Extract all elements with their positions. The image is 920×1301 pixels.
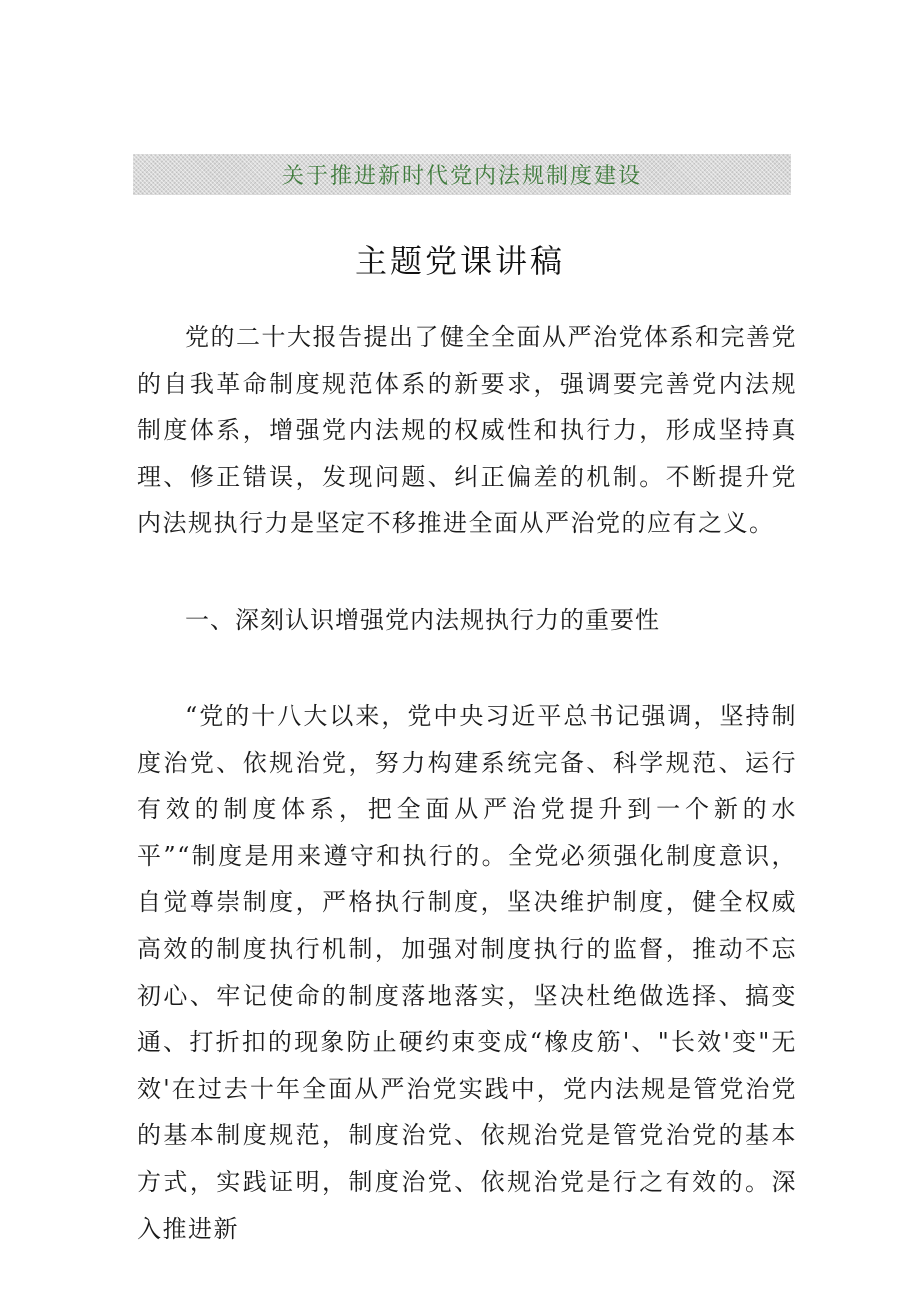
title-banner <box>133 154 791 195</box>
banner-title: 关于推进新时代党内法规制度建设 <box>281 164 642 189</box>
page-title: 主题党课讲稿 <box>354 242 565 280</box>
intro-paragraph: 党的二十大报告提出了健全全面从严治党体系和完善党的自我革命制度规范体系的新要求，强调要完善党内法规制度体系，增强党内法规的权威性和执行力，形成坚持真理、修正错误，发现问题、纠正偏差的机制。不断提升党内法规执行力是坚定不移推进全面从严治党的应有之义。 <box>137 323 797 537</box>
section-heading: 一、深刻认识增强党内法规执行力的重要性 <box>185 606 660 634</box>
body-paragraph: “党的十八大以来，党中央习近平总书记强调，坚持制度治党、依规治党，努力构建系统完备、科学规范、运行有效的制度体系，把全面从严治党提升到一个新的水平”“制度是用来遵守和执行的。全党必须强化制度意识，自觉尊崇制度，严格执行制度，坚决维护制度，健全权威高效的制度执行机制，加强对制度执行的监督，推动不忘初心、牢记使命的制度落地落实，坚决杜绝做选择、搞变通、打折扣的现象防止硬约束变成“橡皮筋'、"长效'变"无效'在过去十年全面从严治党实践中，党内法规是管党治党的基本制度规范，制度治党、依规治党是管党治党的基本方式，实践证明，制度治党、依规治党是行之有效的。深入推进新 <box>137 702 797 1243</box>
